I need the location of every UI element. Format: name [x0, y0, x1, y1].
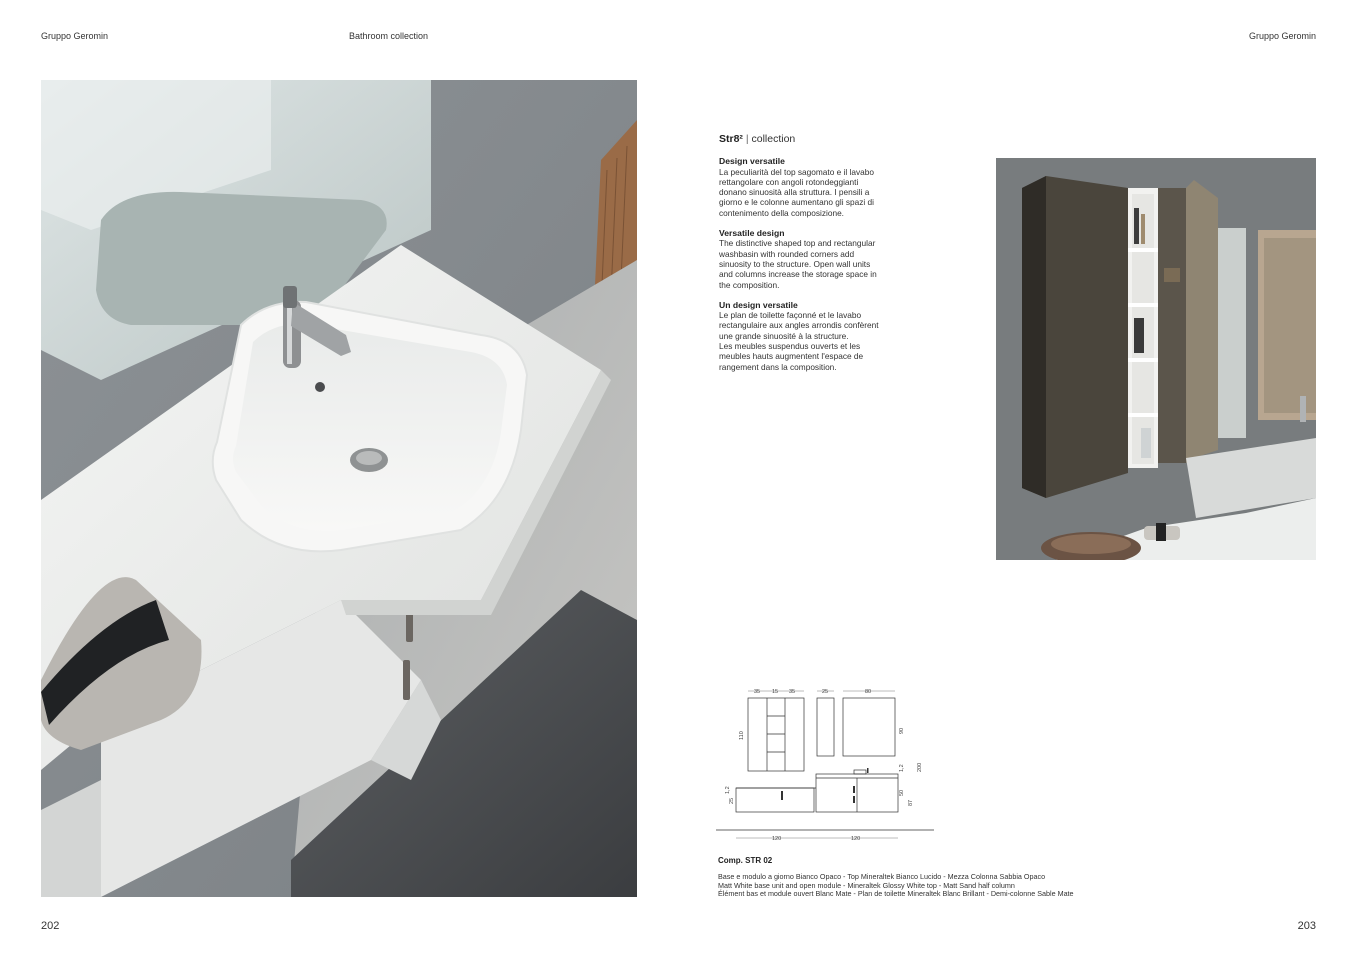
- section-italian: [719, 156, 909, 218]
- dim-v-4: 200: [917, 762, 923, 772]
- collection-suffix: collection: [751, 133, 796, 145]
- section-heading: Un design versatile: [719, 299, 798, 310]
- page-number-right: 203: [1297, 920, 1316, 932]
- brand-right: Gruppo Geromin: [1248, 31, 1316, 41]
- composition-title: Comp. STR 02: [718, 856, 773, 865]
- section-english: [719, 228, 909, 290]
- section-body: The distinctive shaped top and rectangular washbasin with rounded corners add sinuosity to the structure. Open wall units and columns increase the storage space in the composition.: [719, 238, 877, 290]
- dim-v-3: 1,2: [899, 764, 905, 772]
- dim-bottom-2: 120: [851, 836, 861, 842]
- dim-v-7: 1,2: [725, 786, 731, 794]
- dim-top-1: 35: [754, 689, 761, 695]
- dim-v-8: 25: [729, 797, 735, 804]
- dim-top-4: 25: [822, 689, 829, 695]
- collection-title: [719, 134, 909, 144]
- composition-line-fr: Élément bas et module ouvert Blanc Mate - Plan de toilette Mineraltek Blanc Brillant - Demi-colonne Sable Mate: [718, 889, 1074, 899]
- technical-drawing: [716, 682, 938, 844]
- collection-text: [719, 134, 909, 382]
- brand-left: Gruppo Geromin: [41, 31, 109, 41]
- dim-v-1: 110: [739, 731, 745, 740]
- dim-top-5: 80: [865, 689, 872, 695]
- composition-description: [718, 873, 1318, 899]
- section-french: [719, 300, 909, 372]
- collection-separator: |: [742, 133, 752, 145]
- section-heading: Versatile design: [719, 228, 785, 239]
- section-body: La peculiarità del top sagomato e il lavabo rettangolare con angoli rotondeggianti donano sinuosità alla struttura. I pensili a giorno e le colonne aumentano gli spazi di contenimento della composizione.: [719, 166, 874, 218]
- dim-v-2: 90: [899, 727, 905, 734]
- section-heading: Design versatile: [719, 156, 785, 167]
- composition-line-it: Base e modulo a giorno Bianco Opaco - Top Mineraltek Bianco Lucido - Mezza Colonna Sabbia Opaco: [718, 872, 1046, 881]
- section-body: Le plan de toilette façonné et le lavabo rectangulaire aux angles arrondis confèrent une grande sinuosité à la structure. Les meubles suspendus ouverts et les meubles hauts augmentent l'espace de rangement dans la composition.: [719, 310, 879, 372]
- dim-v-6: 87: [908, 799, 914, 806]
- dim-top-3: 35: [789, 689, 796, 695]
- dim-bottom-1: 120: [772, 836, 782, 842]
- section-title: Bathroom collection: [349, 31, 429, 41]
- main-bathroom-photo: [41, 80, 637, 897]
- dim-v-5: 50: [899, 789, 905, 796]
- wall-units-photo: [996, 158, 1316, 560]
- collection-name: Str8²: [719, 133, 743, 145]
- dim-top-2: 15: [772, 689, 779, 695]
- page-number-left: 202: [41, 920, 60, 932]
- composition-line-en: Matt White base unit and open module - Mineraltek Glossy White top - Matt Sand half column: [718, 880, 1015, 890]
